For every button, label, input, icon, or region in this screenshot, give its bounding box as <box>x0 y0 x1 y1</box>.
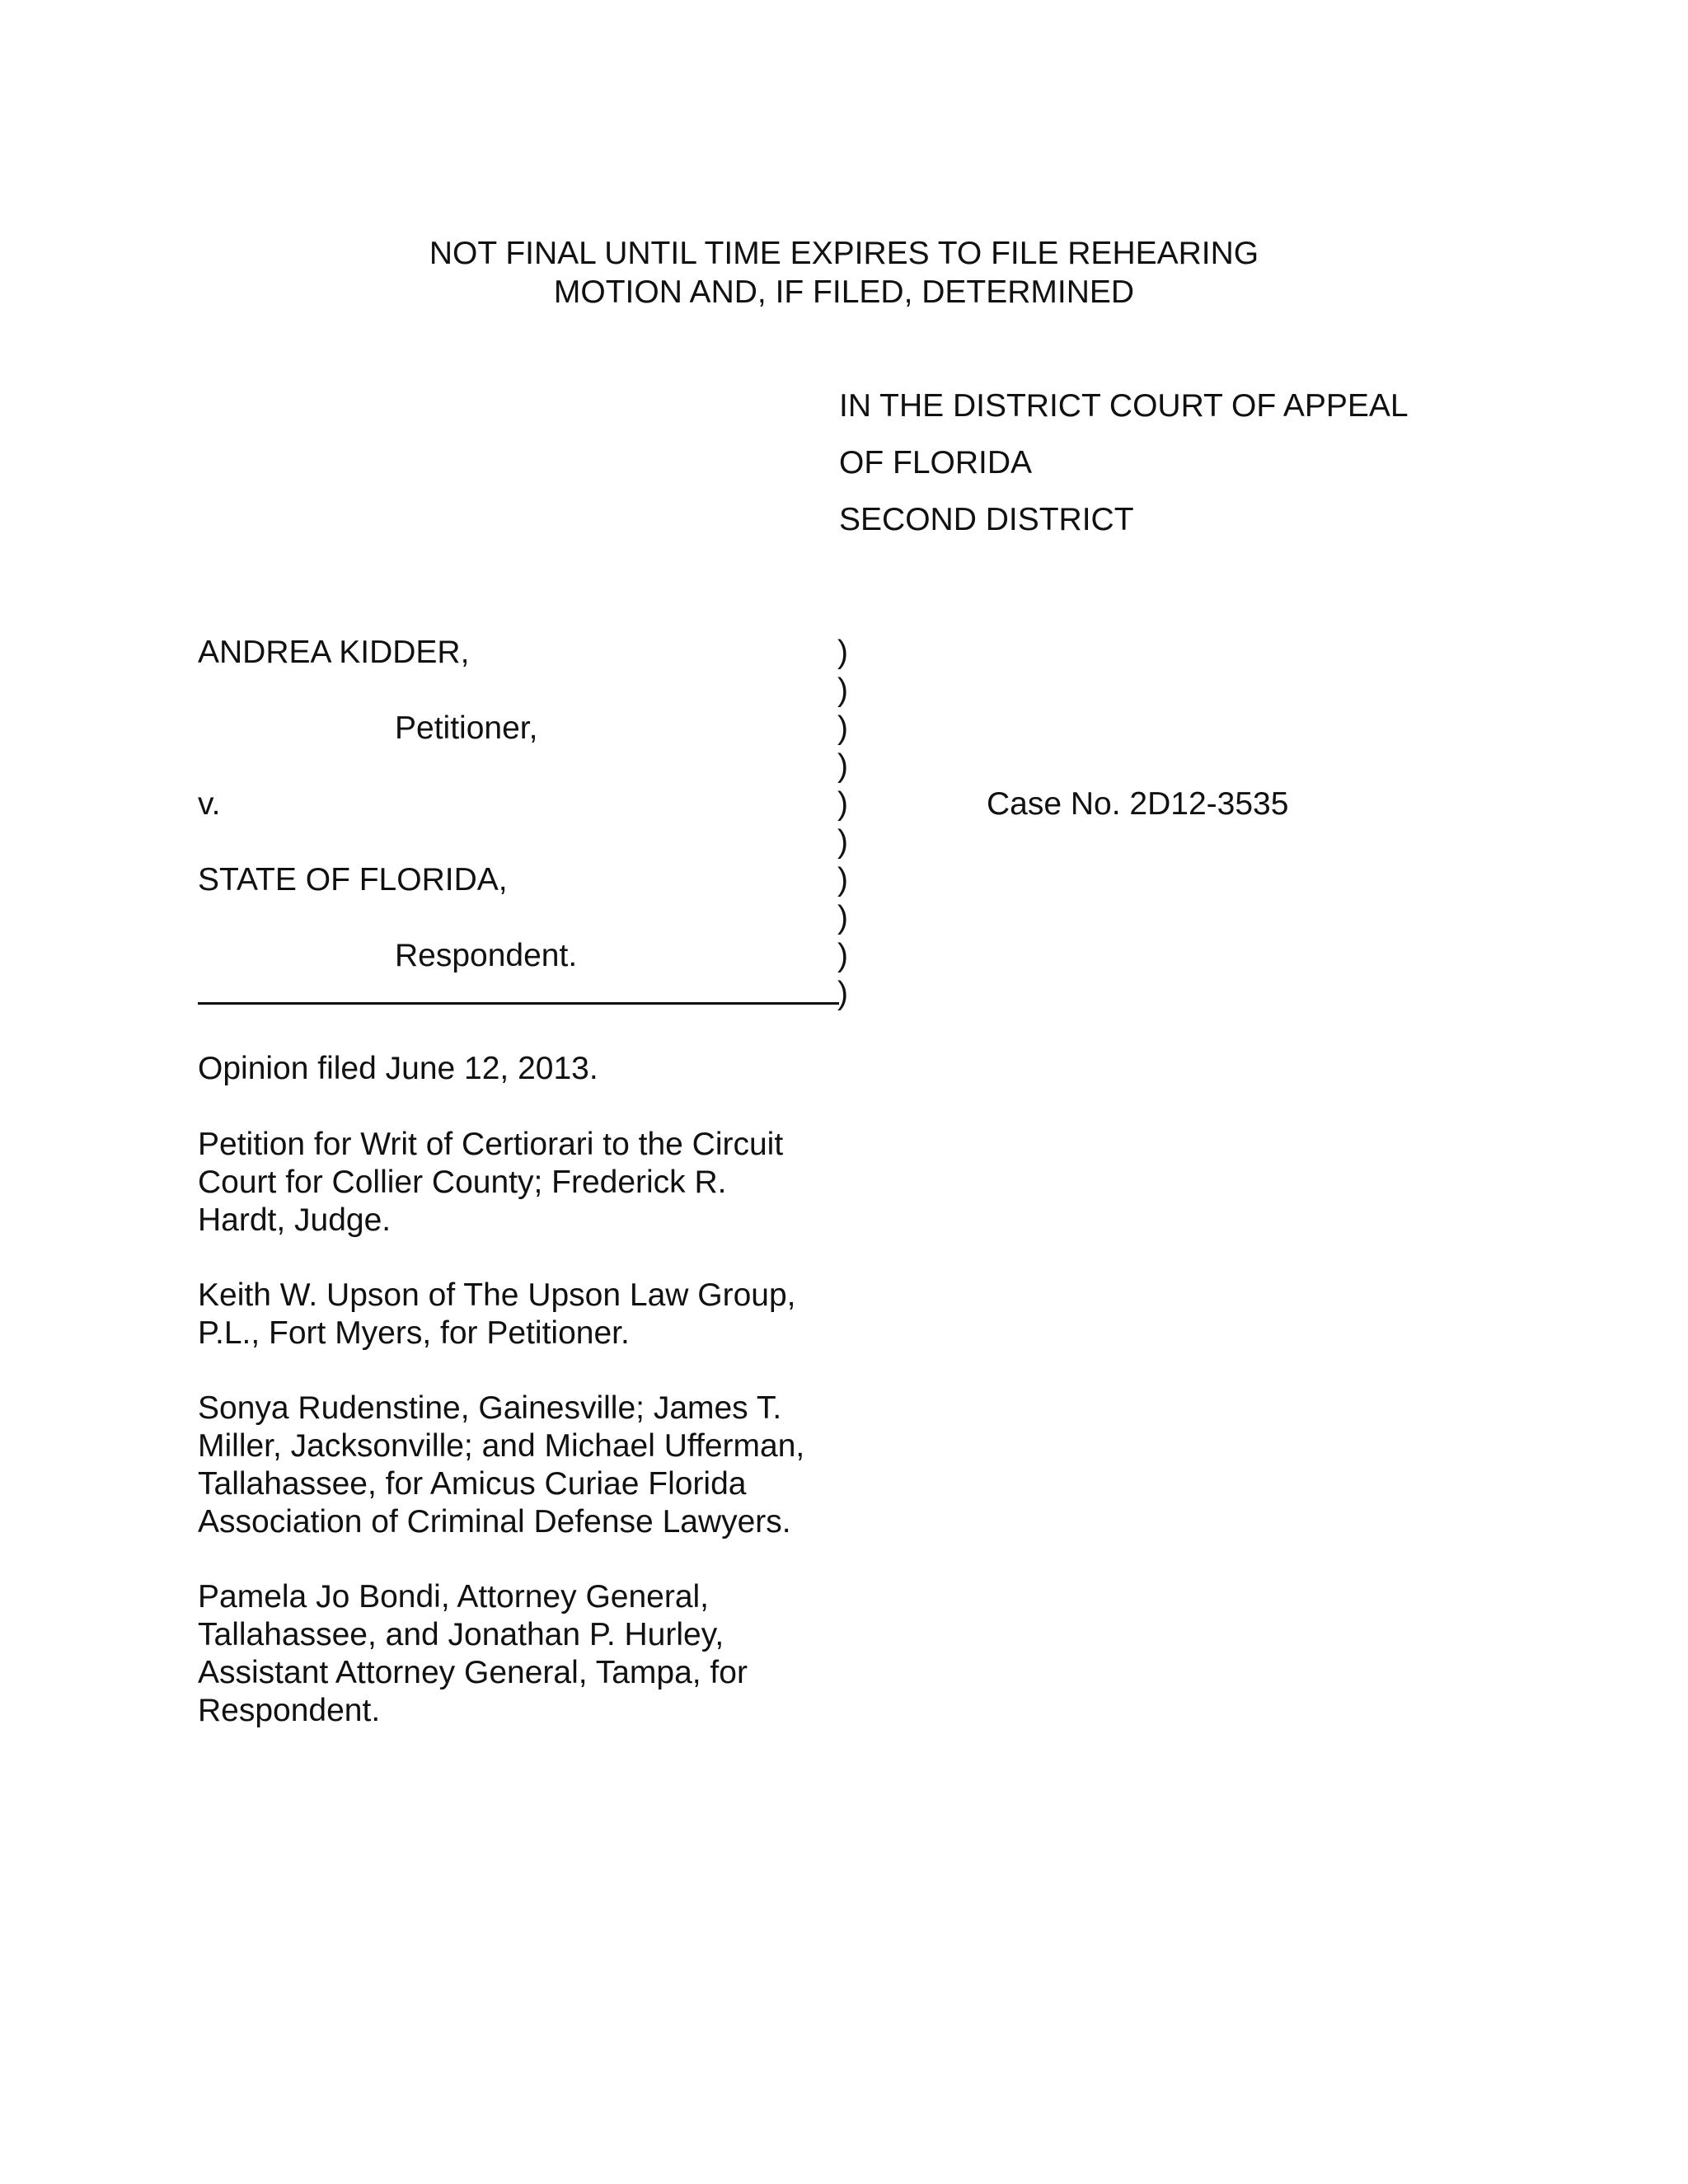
counsel-line: Respondent. <box>198 1693 381 1728</box>
caption-paren: ) <box>837 635 848 670</box>
counsel-line: Tallahassee, and Jonathan P. Hurley, <box>198 1617 724 1652</box>
court-line-1: IN THE DISTRICT COURT OF APPEAL <box>839 388 1409 424</box>
caption-paren: ) <box>837 862 848 898</box>
caption-paren: ) <box>837 938 848 973</box>
court-line-3: SECOND DISTRICT <box>839 502 1134 537</box>
finality-notice <box>0 234 1688 312</box>
counsel-line: P.L., Fort Myers, for Petitioner. <box>198 1315 630 1351</box>
petition-line: Petition for Writ of Certiorari to the Circuit <box>198 1127 784 1162</box>
petition-paragraph <box>198 1126 857 1240</box>
caption-paren: ) <box>837 710 848 746</box>
caption-paren: ) <box>837 786 848 822</box>
petition-line: Court for Collier County; Frederick R. <box>198 1165 727 1200</box>
opinion-filed-text: Opinion filed June 12, 2013. <box>198 1051 598 1086</box>
counsel-line: Sonya Rudenstine, Gainesville; James T. <box>198 1390 782 1426</box>
counsel-line: Pamela Jo Bondi, Attorney General, <box>198 1579 710 1615</box>
amicus-counsel-paragraph <box>198 1390 857 1541</box>
petitioner-counsel-paragraph <box>198 1277 857 1352</box>
petitioner-role: Petitioner, <box>395 710 538 746</box>
counsel-line: Assistant Attorney General, Tampa, for <box>198 1655 748 1690</box>
versus: v. <box>198 786 221 822</box>
caption-rule <box>198 1002 839 1005</box>
respondent-role: Respondent. <box>395 938 578 973</box>
caption-paren: ) <box>837 824 848 860</box>
notice-line-1: NOT FINAL UNTIL TIME EXPIRES TO FILE REHEARING <box>429 236 1259 271</box>
caption-paren: ) <box>837 748 848 784</box>
caption-paren: ) <box>837 976 848 1011</box>
caption-paren: ) <box>837 673 848 708</box>
counsel-line: Miller, Jacksonville; and Michael Ufferman, <box>198 1428 805 1464</box>
counsel-line: Association of Criminal Defense Lawyers. <box>198 1504 791 1540</box>
counsel-line: Tallahassee, for Amicus Curiae Florida <box>198 1466 747 1502</box>
counsel-line: Keith W. Upson of The Upson Law Group, <box>198 1277 796 1313</box>
case-number: Case No. 2D12-3535 <box>987 786 1289 822</box>
respondent-counsel-paragraph <box>198 1578 857 1730</box>
petitioner-name: ANDREA KIDDER, <box>198 635 470 670</box>
opinion-filed-date <box>198 1050 857 1088</box>
respondent-name: STATE OF FLORIDA, <box>198 862 508 898</box>
caption-paren: ) <box>837 900 848 935</box>
court-line-2: OF FLORIDA <box>839 445 1033 480</box>
petition-line: Hardt, Judge. <box>198 1202 392 1238</box>
notice-line-2: MOTION AND, IF FILED, DETERMINED <box>553 274 1135 310</box>
